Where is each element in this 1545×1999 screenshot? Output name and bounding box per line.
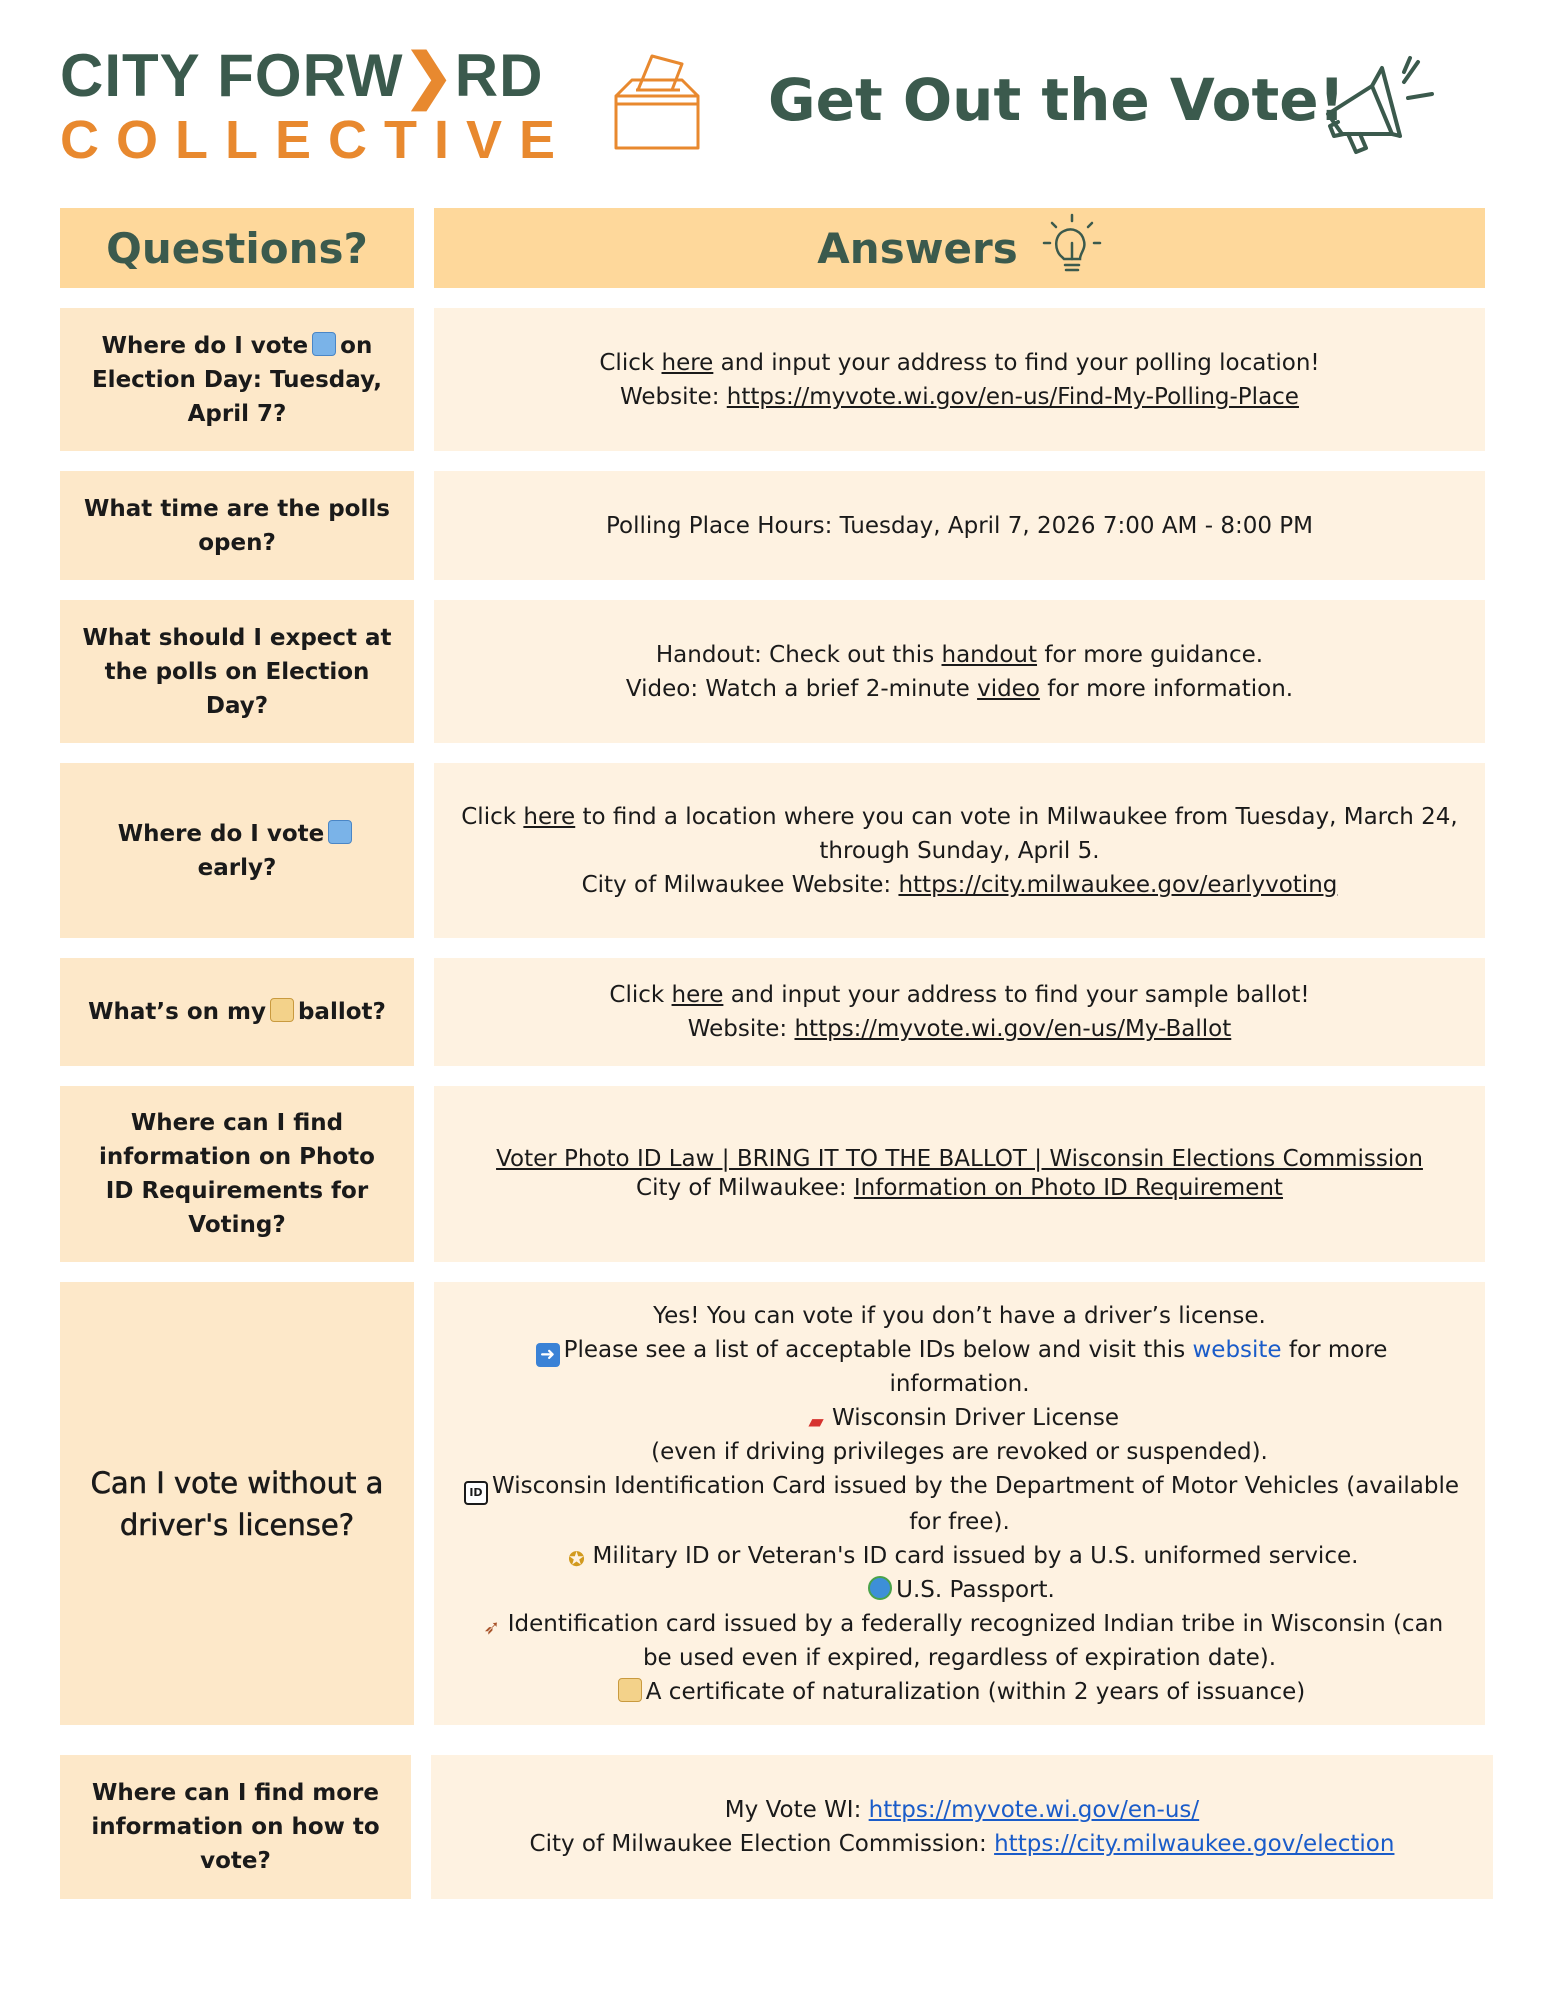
ballot-box-emoji-icon [328, 820, 352, 844]
questions-header: Questions? [60, 208, 414, 288]
myvote-wi-url[interactable]: https://myvote.wi.gov/en-us/ [868, 1797, 1200, 1823]
answer-cell: Yes! You can vote if you don’t have a driver’s license. ➜ Please see a list of acceptable IDs below and visit this website for more information. ▰ Wisconsin Driver License (even if driving privileges are revoked or suspended). ID Wisconsin Identification Card issued by the Department of Motor Vehicles (available for free). ✪ Military ID or Veteran's ID card issued by a U.S. uniformed service. U.S. Passport. ➶ Identification card issued by a federally recognized Indian tribe in Wisconsin (can be used even if expired, regardless of expiration date). A certificate of naturalization (within 2 years of issuance) [434, 1282, 1485, 1725]
question-cell: Where do I voteearly? [60, 763, 414, 938]
question-cell: Can I vote without a driver's license? [60, 1282, 414, 1725]
question-cell: What should I expect at the polls on Election Day? [60, 600, 414, 743]
video-link[interactable]: video [977, 675, 1040, 702]
lightbulb-icon [1042, 213, 1102, 283]
answer-cell: Click here and input your address to find your sample ballot! Website: https://myvote.wi.gov/en-us/My-Ballot [434, 958, 1485, 1066]
answer-cell: Click here to find a location where you can vote in Milwaukee from Tuesday, March 24, through Sunday, April 5. City of Milwaukee Website: https://city.milwaukee.gov/earlyvoting [434, 763, 1485, 938]
id-info-website-link[interactable]: website [1192, 1336, 1282, 1363]
milwaukee-election-url[interactable]: https://city.milwaukee.gov/election [994, 1831, 1395, 1857]
question-cell: What time are the polls open? [60, 471, 414, 580]
answers-header: Answers [434, 208, 1485, 288]
logo-line-2: COLLECTIVE [60, 110, 573, 170]
question-cell: Where can I find information on Photo ID Requirements for Voting? [60, 1086, 414, 1262]
question-cell: Where do I vote on Election Day: Tuesday, April 7? [60, 308, 414, 451]
polling-place-url[interactable]: https://myvote.wi.gov/en-us/Find-My-Polling-Place [726, 383, 1299, 410]
ballot-box-icon [612, 44, 704, 152]
right-arrow-icon: ➜ [536, 1343, 560, 1367]
question-cell: What’s on my ballot? [60, 958, 414, 1066]
car-icon: ▰ [808, 1408, 824, 1433]
my-ballot-url[interactable]: https://myvote.wi.gov/en-us/My-Ballot [794, 1016, 1232, 1042]
scroll-emoji-icon [618, 1678, 642, 1702]
scroll-emoji-icon [270, 998, 294, 1022]
megaphone-icon [1320, 48, 1440, 158]
feather-icon: ➶ [483, 1614, 501, 1639]
sample-ballot-link[interactable]: here [671, 982, 724, 1008]
answer-cell: Click here and input your address to find your polling location! Website: https://myvote.wi.gov/en-us/Find-My-Polling-Place [434, 308, 1485, 451]
page-title: Get Out the Vote! [768, 66, 1345, 134]
handout-link[interactable]: handout [941, 641, 1038, 668]
early-voting-url[interactable]: https://city.milwaukee.gov/earlyvoting [898, 871, 1338, 898]
answer-cell: My Vote WI: https://myvote.wi.gov/en-us/ City of Milwaukee Election Commission: https://city.milwaukee.gov/election [431, 1755, 1493, 1899]
logo-line-1: CITY FORW❯RD [60, 42, 544, 109]
id-card-icon: ID [464, 1481, 488, 1505]
question-cell: Where can I find more information on how to vote? [60, 1755, 411, 1899]
ballot-box-emoji-icon [312, 332, 336, 356]
military-medal-icon: ✪ [568, 1546, 585, 1571]
answer-cell: Handout: Check out this handout for more guidance. Video: Watch a brief 2-minute video for more information. [434, 600, 1485, 743]
photo-id-requirement-link[interactable]: Information on Photo ID Requirement [853, 1175, 1283, 1201]
photo-id-law-link[interactable]: Voter Photo ID Law | BRING IT TO THE BALLOT | Wisconsin Elections Commission [496, 1146, 1423, 1172]
early-voting-link[interactable]: here [523, 803, 576, 830]
polling-place-link[interactable]: here [661, 349, 714, 376]
globe-icon [868, 1576, 892, 1600]
answer-cell: Polling Place Hours: Tuesday, April 7, 2026 7:00 AM - 8:00 PM [434, 471, 1485, 580]
answer-cell: Voter Photo ID Law | BRING IT TO THE BALLOT | Wisconsin Elections Commission City of Milwaukee: Information on Photo ID Requirement [434, 1086, 1485, 1262]
city-forward-logo [60, 42, 573, 170]
